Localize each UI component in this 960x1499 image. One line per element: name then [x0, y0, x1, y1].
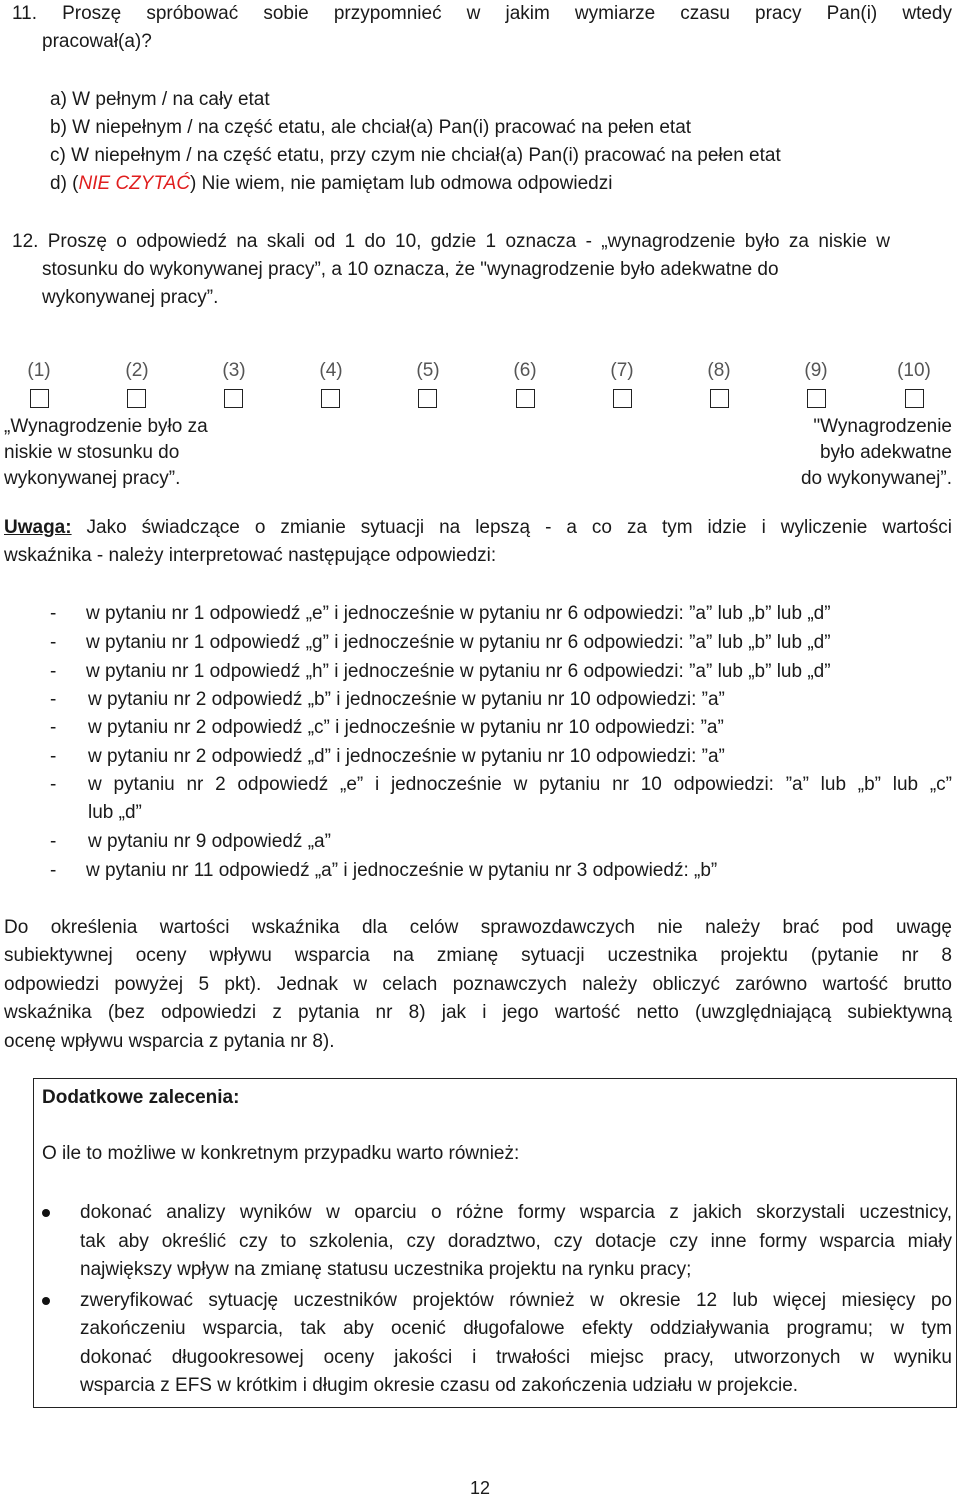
q11-option-d — [50, 170, 612, 198]
q12-line-1: 12. Proszę o odpowiedź na skali od 1 do 10, gdzie 1 oznacza - „wynagrodzenie było za niskie w — [12, 231, 890, 252]
note-item-dash: - — [50, 661, 57, 682]
note-line-1-text: Jako świadczące o zmianie sytuacji na lepszą - a co za tym idzie i wyliczenie wartości — [71, 517, 952, 538]
note-item: w pytaniu nr 2 odpowiedź „d” i jednocześnie w pytaniu nr 10 odpowiedzi: ”a” — [88, 746, 725, 767]
note-item-dash: - — [50, 860, 57, 881]
bullet-1-line-1: dokonać analizy wyników w oparciu o różne formy wsparcia z jakich skorzystali uczestnicy, — [80, 1202, 952, 1223]
note-item: w pytaniu nr 11 odpowiedź „a” i jednocześnie w pytaniu nr 3 odpowiedź: „b” — [86, 860, 718, 881]
scale-checkbox-3[interactable] — [224, 389, 243, 408]
q11-line-2: pracował(a)? — [42, 31, 152, 52]
note-item-dash: - — [50, 717, 57, 738]
bullet-icon — [42, 1297, 50, 1305]
bullet-icon — [42, 1209, 50, 1217]
scale-checkbox-6[interactable] — [516, 389, 535, 408]
note-item-dash: - — [50, 689, 57, 710]
q11-option-d-suffix: ) Nie wiem, nie pamiętam lub odmowa odpowiedzi — [190, 173, 613, 194]
scale-label-9: (9) — [804, 360, 828, 381]
scale-checkbox-1[interactable] — [30, 389, 49, 408]
right-anchor-line-1: "Wynagrodzenie — [813, 416, 952, 437]
right-anchor-line-2: było adekwatne — [819, 442, 952, 463]
bullet-2-line-3: dokonać długookresowej oceny jakości i trwałości miejsc pracy, utworzonych w wyniku — [80, 1347, 952, 1368]
note-item: w pytaniu nr 1 odpowiedź „e” i jednocześnie w pytaniu nr 6 odpowiedzi: ”a” lub „b” lub „d” — [86, 603, 831, 624]
scale-label-3: (3) — [222, 360, 246, 381]
scale-label-4: (4) — [319, 360, 343, 381]
scale-checkbox-2[interactable] — [127, 389, 146, 408]
scale-label-6: (6) — [513, 360, 537, 381]
note-item: w pytaniu nr 2 odpowiedź „b” i jednocześnie w pytaniu nr 10 odpowiedzi: ”a” — [88, 689, 725, 710]
q11-option-d-prefix: d) ( — [50, 173, 79, 194]
bullet-2-line-1: zweryfikować sytuację uczestników projektów również w okresie 12 lub więcej miesięcy po — [80, 1290, 952, 1311]
left-anchor-line-2: niskie w stosunku do — [4, 442, 180, 463]
recommendations-intro: O ile to możliwe w konkretnym przypadku warto również: — [42, 1143, 520, 1164]
scale-checkbox-7[interactable] — [613, 389, 632, 408]
note-item-dash: - — [50, 632, 57, 653]
para-line-3: odpowiedzi powyżej 5 pkt). Jednak w celach poznawczych należy obliczyć zarówno wartość brutto — [4, 974, 952, 995]
bullet-2-line-4: wsparcia z EFS w krótkim i długim okresie czasu od zakończenia udziału w projekcie. — [80, 1375, 799, 1396]
note-item-continuation: lub „d” — [88, 802, 142, 823]
note-item-dash: - — [50, 831, 57, 852]
bullet-2-line-2: zakończeniu wsparcia, tak aby ocenić długofalowe efekty oddziaływania programu; w tym — [80, 1318, 952, 1339]
recommendations-title: Dodatkowe zalecenia: — [42, 1087, 240, 1108]
note-item: w pytaniu nr 1 odpowiedź „g” i jednocześnie w pytaniu nr 6 odpowiedzi: ”a” lub „b” lub „d” — [86, 632, 831, 653]
note-item: w pytaniu nr 2 odpowiedź „c” i jednocześnie w pytaniu nr 10 odpowiedzi: ”a” — [88, 717, 724, 738]
note-item-dash: - — [50, 774, 57, 795]
right-anchor-line-3: do wykonywanej”. — [800, 468, 952, 489]
note-item-dash: - — [50, 603, 57, 624]
scale-checkbox-9[interactable] — [807, 389, 826, 408]
scale-label-5: (5) — [416, 360, 440, 381]
left-anchor-line-1: „Wynagrodzenie było za — [4, 416, 208, 437]
note-label: Uwaga: — [4, 517, 72, 538]
note-item: w pytaniu nr 9 odpowiedź „a” — [88, 831, 331, 852]
scale-label-2: (2) — [125, 360, 149, 381]
para-line-5: ocenę wpływu wsparcia z pytania nr 8). — [4, 1031, 335, 1052]
note-item: w pytaniu nr 2 odpowiedź „e” i jednocześnie w pytaniu nr 10 odpowiedzi: ”a” lub „b” lub „c” — [88, 774, 952, 795]
bullet-1-line-2: tak aby określić czy to szkolenia, czy doradztwo, czy dotacje czy inne formy wsparcia miały — [80, 1231, 952, 1252]
scale-checkbox-8[interactable] — [710, 389, 729, 408]
scale-label-10: (10) — [897, 360, 931, 381]
note-item: w pytaniu nr 1 odpowiedź „h” i jednocześnie w pytaniu nr 6 odpowiedzi: ”a” lub „b” lub „d” — [86, 661, 831, 682]
note-line-2: wskaźnika - należy interpretować następujące odpowiedzi: — [4, 545, 497, 566]
para-line-1: Do określenia wartości wskaźnika dla celów sprawozdawczych nie należy brać pod uwagę — [4, 917, 952, 938]
q11-option-b: b) W niepełnym / na część etatu, ale chciał(a) Pan(i) pracować na pełen etat — [50, 117, 692, 138]
bullet-1-line-3: największy wpływ na zmianę statusu uczestnika projektu na rynku pracy; — [80, 1259, 692, 1280]
note-item-dash: - — [50, 746, 57, 767]
q11-option-c: c) W niepełnym / na część etatu, przy czym nie chciał(a) Pan(i) pracować na pełen etat — [50, 145, 781, 166]
do-not-read-label: NIE CZYTAĆ — [78, 173, 191, 194]
scale-label-1: (1) — [27, 360, 51, 381]
scale-label-8: (8) — [707, 360, 731, 381]
q11-line-1: 11. Proszę spróbować sobie przypomnieć w jakim wymiarze czasu pracy Pan(i) wtedy — [12, 3, 952, 24]
q11-option-a: a) W pełnym / na cały etat — [50, 89, 270, 110]
page-number: 12 — [469, 1478, 491, 1498]
scale-label-7: (7) — [610, 360, 634, 381]
note-line-1 — [4, 514, 952, 542]
scale-checkbox-4[interactable] — [321, 389, 340, 408]
scale-checkbox-5[interactable] — [418, 389, 437, 408]
q12-line-3: wykonywanej pracy”. — [42, 287, 219, 308]
q12-line-2: stosunku do wykonywanej pracy”, a 10 oznacza, że "wynagrodzenie było adekwatne do — [42, 259, 779, 280]
para-line-2: subiektywnej oceny wpływu wsparcia na zmianę sytuacji uczestnika projektu (pytanie nr 8 — [4, 945, 952, 966]
para-line-4: wskaźnika (bez odpowiedzi z pytania nr 8) jak i jego wartość netto (uwzględniającą subiektywną — [4, 1002, 952, 1023]
scale-checkbox-10[interactable] — [905, 389, 924, 408]
left-anchor-line-3: wykonywanej pracy”. — [4, 468, 181, 489]
